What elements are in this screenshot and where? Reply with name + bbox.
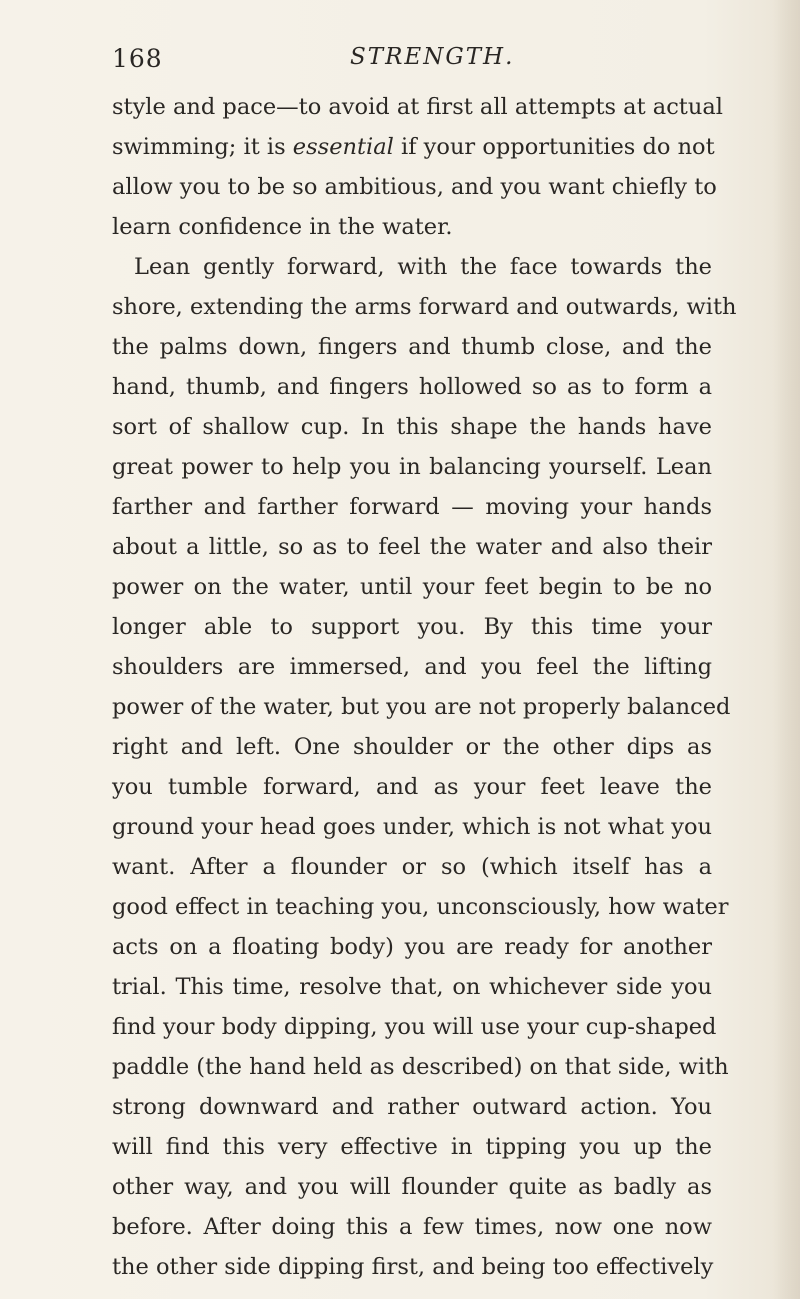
text-line: shore, extending the arms forward and outwards, with (112, 294, 737, 320)
text-line: good effect in teaching you, unconsciously, how water (112, 894, 729, 920)
text-line: find your body dipping, you will use your cup-shaped (112, 1014, 717, 1040)
paragraph-first-line: Lean gently forward, with the face towards the (134, 254, 712, 280)
text-line: power of the water, but you are not properly balanced (112, 694, 731, 720)
text-line: paddle (the hand held as described) on that side, with (112, 1054, 729, 1080)
text-line: farther and farther forward — moving your hands (112, 494, 712, 520)
running-head (112, 44, 702, 84)
page-edge-shadow (772, 0, 800, 1299)
body-text (112, 87, 737, 1287)
running-title: STRENGTH. (350, 44, 515, 70)
text-line: other way, and you will flounder quite as badly as (112, 1174, 712, 1200)
text-line: great power to help you in balancing yourself. Lean (112, 454, 712, 480)
text-line: power on the water, until your feet begin to be no (112, 574, 712, 600)
text-line: allow you to be so ambitious, and you want chiefly to (112, 174, 717, 200)
text-line: acts on a floating body) you are ready for another (112, 934, 712, 960)
emphasis-text: essential (292, 134, 394, 160)
text-line: style and pace—to avoid at first all attempts at actual (112, 94, 723, 120)
text-line: will find this very effective in tipping you up the (112, 1134, 712, 1160)
text-line: want. After a flounder or so (which itself has a (112, 854, 712, 880)
page-number: 168 (112, 44, 163, 73)
text-line: longer able to support you. By this time your (112, 614, 712, 640)
text-line: ground your head goes under, which is not what you (112, 814, 712, 840)
text-line: strong downward and rather outward action. You (112, 1094, 712, 1120)
text-run: if your opportunities do not (393, 134, 715, 160)
text-line: sort of shallow cup. In this shape the hands have (112, 414, 712, 440)
text-line (112, 127, 715, 167)
text-line: hand, thumb, and fingers hollowed so as to form a (112, 374, 712, 400)
text-line: shoulders are immersed, and you feel the lifting (112, 654, 712, 680)
text-line: the other side dipping first, and being too effectively (112, 1254, 714, 1280)
text-line: the palms down, fingers and thumb close, and the (112, 334, 712, 360)
text-line: about a little, so as to feel the water and also their (112, 534, 712, 560)
text-line: right and left. One shoulder or the other dips as (112, 734, 712, 760)
text-line: trial. This time, resolve that, on whichever side you (112, 974, 712, 1000)
text-line: before. After doing this a few times, now one now (112, 1214, 712, 1240)
text-run: swimming; it is (112, 134, 293, 160)
text-line: you tumble forward, and as your feet leave the (112, 774, 712, 800)
text-line: learn confidence in the water. (112, 214, 453, 240)
